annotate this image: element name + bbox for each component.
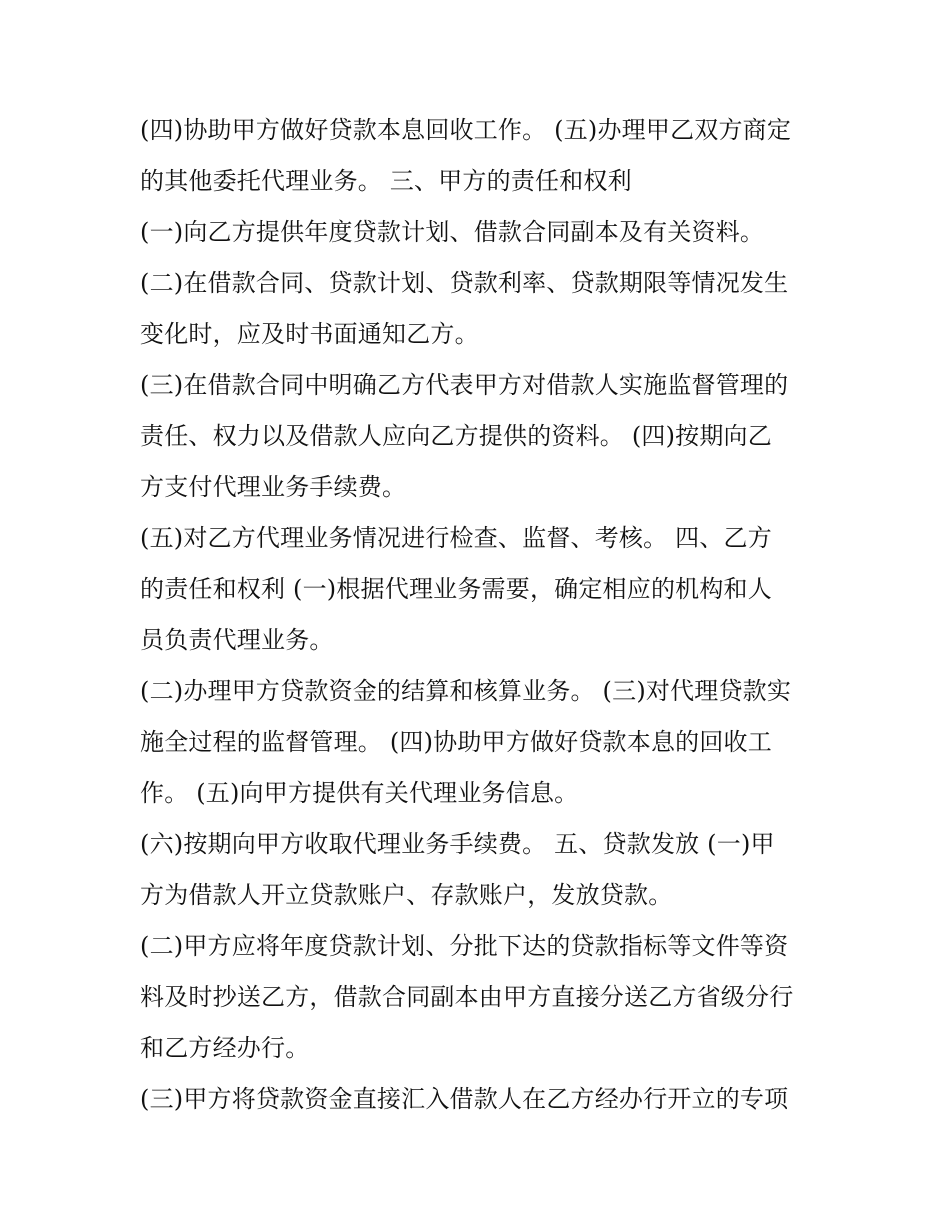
text-line: (二)办理甲方贷款资金的结算和核算业务。 (三)对代理贷款实 xyxy=(140,677,792,705)
text-line: (四)协助甲方做好贷款本息回收工作。 (五)办理甲乙双方商定 xyxy=(140,116,792,144)
document-body xyxy=(140,105,810,1125)
text-line: 的责任和权利 (一)根据代理业务需要，确定相应的机构和人 xyxy=(140,575,772,603)
text-line: 的其他委托代理业务。 三、甲方的责任和权利 xyxy=(140,167,632,195)
text-line: 方为借款人开立贷款账户、存款账户，发放贷款。 xyxy=(140,881,673,909)
text-line: 和乙方经办行。 xyxy=(140,1034,310,1062)
text-line: (三)甲方将贷款资金直接汇入借款人在乙方经办行开立的专项 xyxy=(140,1085,789,1113)
text-line: 作。 (五)向甲方提供有关代理业务信息。 xyxy=(140,779,579,807)
text-line: (一)向乙方提供年度贷款计划、借款合同副本及有关资料。 xyxy=(140,218,765,246)
text-line: (二)甲方应将年度贷款计划、分批下达的贷款指标等文件等资 xyxy=(140,932,789,960)
text-line: (六)按期向甲方收取代理业务手续费。 五、贷款发放 (一)甲 xyxy=(140,830,775,858)
text-line: 责任、权力以及借款人应向乙方提供的资料。 (四)按期向乙 xyxy=(140,422,772,450)
text-line: (五)对乙方代理业务情况进行检查、监督、考核。 四、乙方 xyxy=(140,524,772,552)
text-line: 料及时抄送乙方，借款合同副本由甲方直接分送乙方省级分行 xyxy=(140,983,794,1011)
text-line: 施全过程的监督管理。 (四)协助甲方做好贷款本息的回收工 xyxy=(140,728,772,756)
text-line: 员负责代理业务。 xyxy=(140,626,334,654)
text-line: 方支付代理业务手续费。 xyxy=(140,473,407,501)
text-line: (三)在借款合同中明确乙方代表甲方对借款人实施监督管理的 xyxy=(140,371,789,399)
text-line: (二)在借款合同、贷款计划、贷款利率、贷款期限等情况发生 xyxy=(140,269,789,297)
text-line: 变化时，应及时书面通知乙方。 xyxy=(140,320,479,348)
